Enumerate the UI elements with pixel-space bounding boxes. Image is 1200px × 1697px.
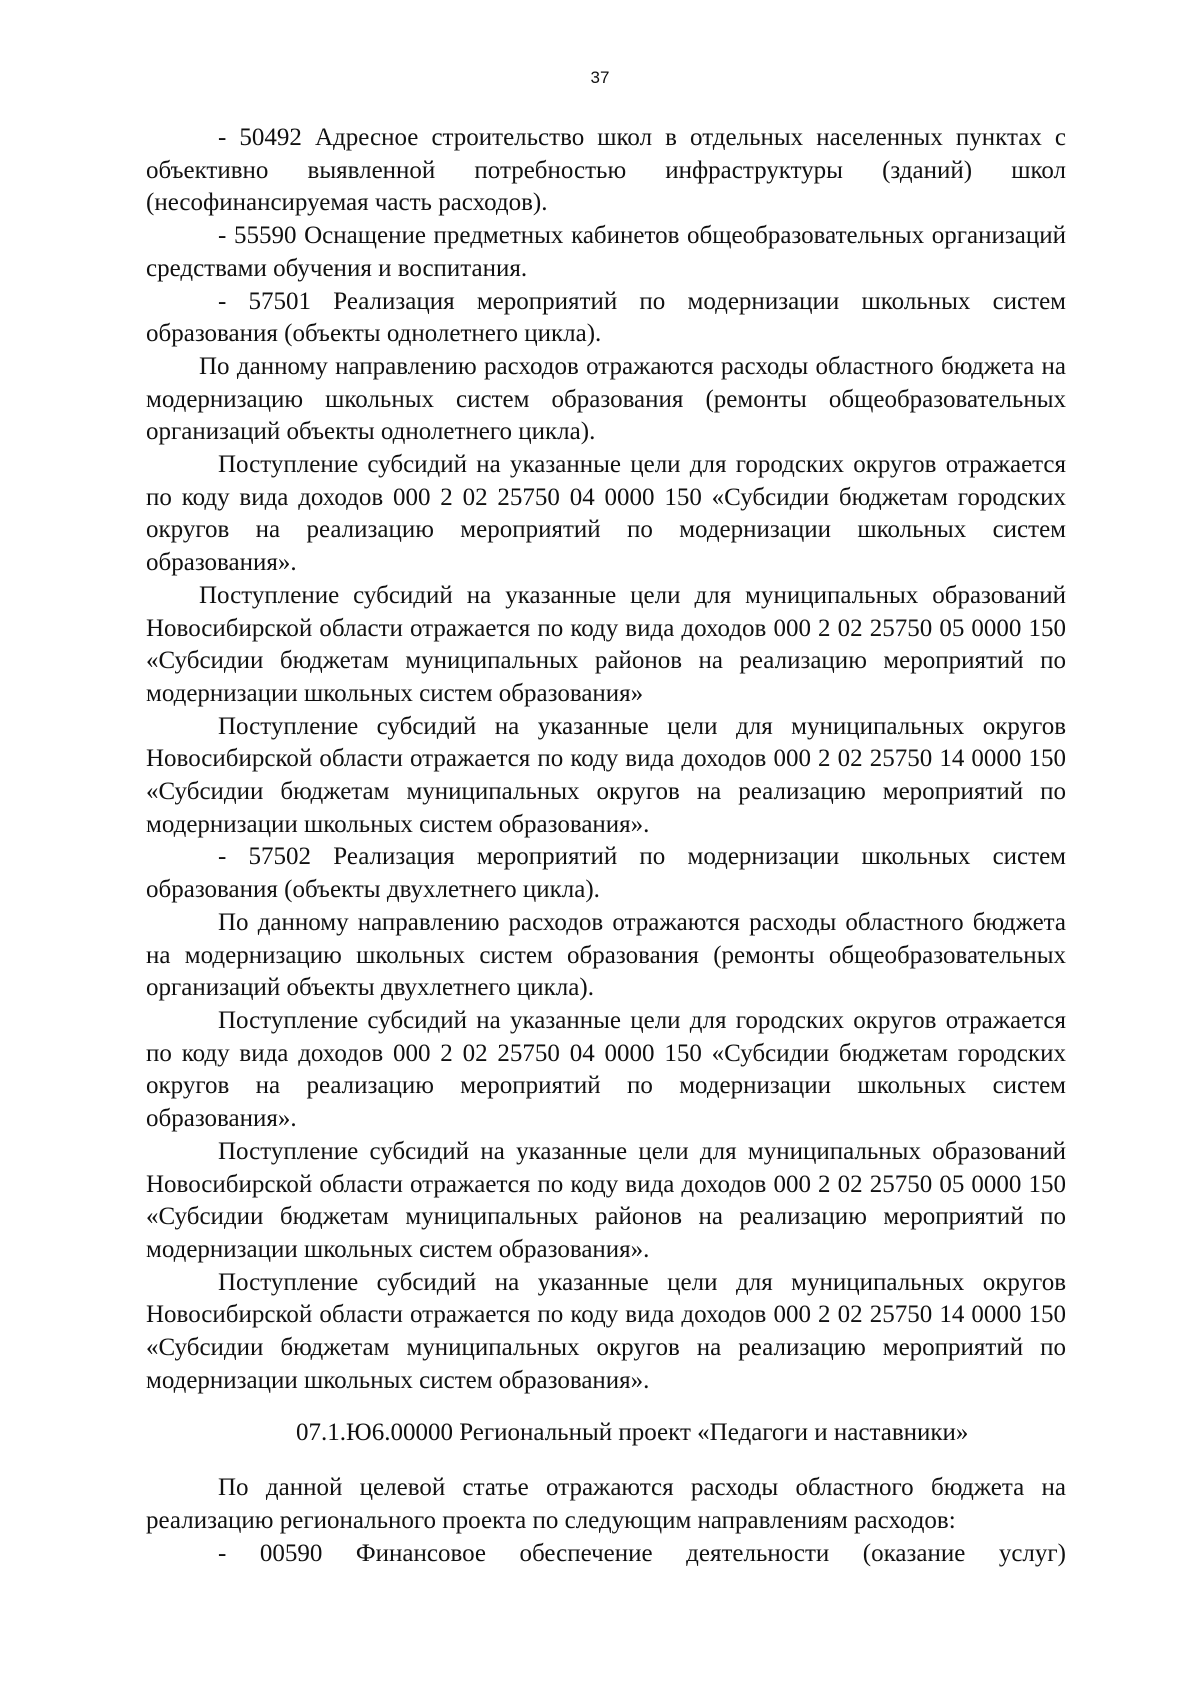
paragraph: - 50492 Адресное строительство школ в отдельных населенных пунктах с объективно выявленной потребностью инфраструктуры (зданий) школ (несофинансируемая часть расходов).	[146, 124, 1066, 217]
paragraph: Поступление субсидий на указанные цели для муниципальных образований Новосибирской области отражается по коду вида доходов 000 2 02 25750 05 0000 150 «Субсидии бюджетам муниципальных районов на реализацию мероприятий по модернизации школьных систем образования»	[146, 581, 1066, 707]
section-heading: 07.1.Ю6.00000 Региональный проект «Педагоги и наставники»	[296, 1419, 969, 1447]
paragraph: По данному направлению расходов отражаются расходы областного бюджета на модернизацию школьных систем образования (ремонты общеобразовательных организаций объекты двухлетнего цикла).	[146, 908, 1066, 1002]
paragraph: По данному направлению расходов отражаются расходы областного бюджета на модернизацию школьных систем образования (ремонты общеобразовательных организаций объекты однолетнего цикла).	[146, 352, 1066, 446]
paragraph: Поступление субсидий на указанные цели для муниципальных образований Новосибирской области отражается по коду вида доходов 000 2 02 25750 05 0000 150 «Субсидии бюджетам муниципальных районов на реализацию мероприятий по модернизации школьных систем образования».	[146, 1137, 1066, 1263]
paragraph: - 00590 Финансовое обеспечение деятельности (оказание услуг)	[218, 1539, 1066, 1567]
document-body	[146, 122, 1066, 1570]
page-number: 37	[590, 68, 610, 87]
paragraph: - 57501 Реализация мероприятий по модернизации школьных систем образования (объекты однолетнего цикла).	[146, 287, 1066, 348]
paragraph: - 55590 Оснащение предметных кабинетов общеобразовательных организаций средствами обучения и воспитания.	[146, 222, 1066, 282]
paragraph: Поступление субсидий на указанные цели для городских округов отражается по коду вида доходов 000 2 02 25750 04 0000 150 «Субсидии бюджетам городских округов на реализацию мероприятий по модернизации школьных систем образования».	[146, 1006, 1066, 1133]
paragraph: По данной целевой статье отражаются расходы областного бюджета на реализацию регионального проекта по следующим направлениям расходов:	[146, 1474, 1066, 1534]
paragraph: Поступление субсидий на указанные цели для городских округов отражается по коду вида доходов 000 2 02 25750 04 0000 150 «Субсидии бюджетам городских округов на реализацию мероприятий по модернизации школьных систем образования».	[146, 451, 1066, 577]
paragraph: Поступление субсидий на указанные цели для муниципальных округов Новосибирской области отражается по коду вида доходов 000 2 02 25750 14 0000 150 «Субсидии бюджетам муниципальных округов на реализацию мероприятий по модернизации школьных систем образования».	[146, 1268, 1066, 1394]
paragraph: Поступление субсидий на указанные цели для муниципальных округов Новосибирской области отражается по коду вида доходов 000 2 02 25750 14 0000 150 «Субсидии бюджетам муниципальных округов на реализацию мероприятий по модернизации школьных систем образования».	[146, 712, 1066, 838]
paragraph: - 57502 Реализация мероприятий по модернизации школьных систем образования (объекты двухлетнего цикла).	[146, 843, 1066, 904]
